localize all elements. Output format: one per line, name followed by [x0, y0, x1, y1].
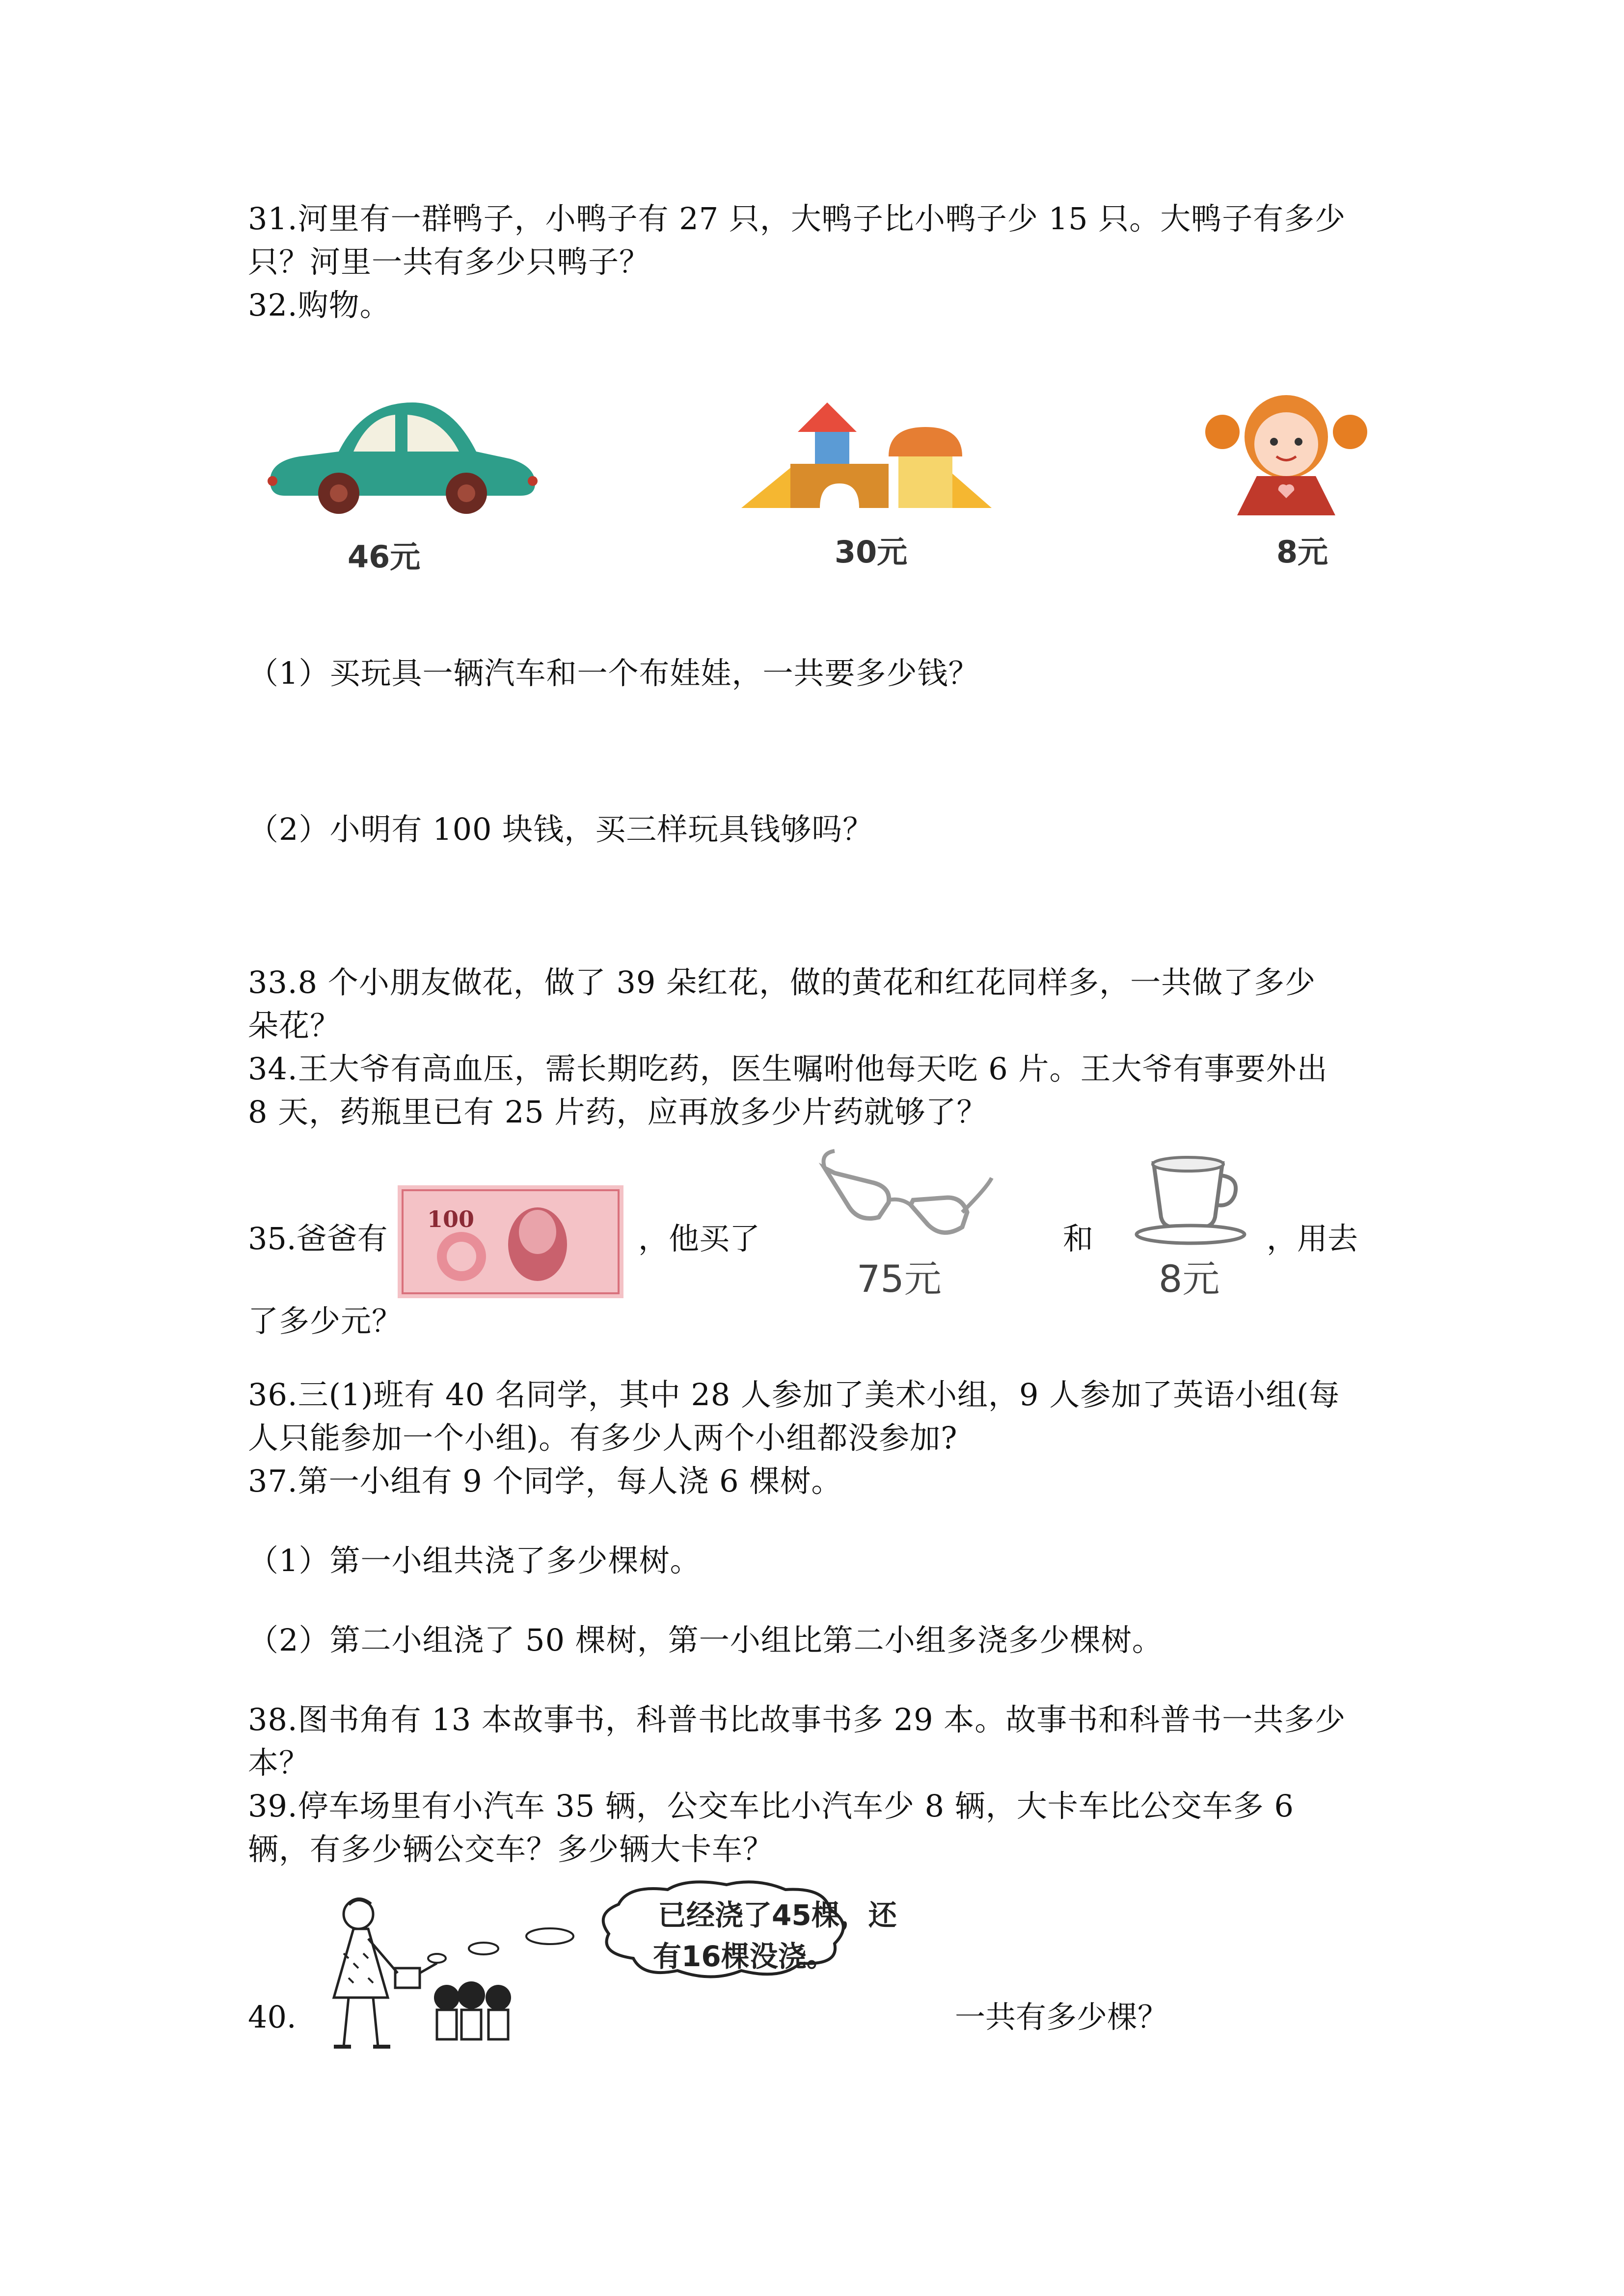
doll-image: [1203, 393, 1370, 515]
cup-price: 8元: [1159, 1257, 1220, 1301]
building-blocks-image: [741, 400, 997, 513]
q32-sub1: （1）买玩具一辆汽车和一个布娃娃，一共要多少钱？: [248, 655, 979, 691]
q36-line1: 36.三(1)班有 40 名同学，其中 28 人参加了美术小组，9 人参加了英语小组(每: [248, 1377, 1340, 1413]
bubble-line2: 有16棵没浇。: [653, 1940, 835, 1973]
q35-part2: ，他买了: [638, 1221, 760, 1256]
q33-line1: 33.8 个小朋友做花，做了 39 朵红花，做的黄花和红花同样多，一共做了多少: [248, 964, 1316, 1000]
blocks-price: 30元: [835, 534, 908, 570]
banknote-value: 100: [427, 1206, 475, 1232]
banknote-100-image: [398, 1185, 623, 1298]
q32-title: 32.购物。: [248, 287, 391, 323]
q35-part3: 和: [1063, 1221, 1094, 1256]
q33-line2: 朵花？: [248, 1008, 341, 1043]
q40-label: 40.: [248, 1999, 297, 2035]
q31-line2: 只？河里一共有多少只鸭子？: [248, 244, 650, 280]
q37-sub1: （1）第一小组共浇了多少棵树。: [248, 1543, 701, 1578]
q38-line2: 本？: [248, 1745, 310, 1781]
q31-line1: 31.河里有一群鸭子，小鸭子有 27 只，大鸭子比小鸭子少 15 只。大鸭子有多少: [248, 201, 1346, 237]
q35-part4: ，用去: [1267, 1221, 1358, 1256]
glasses-price: 75元: [857, 1257, 942, 1301]
q40-question: 一共有多少棵？: [955, 1999, 1168, 2035]
doll-price: 8元: [1276, 534, 1328, 570]
q35-line2: 了多少元？: [248, 1303, 403, 1339]
q34-line1: 34.王大爷有高血压，需长期吃药，医生嘱咐他每天吃 6 片。王大爷有事要外出: [248, 1051, 1328, 1087]
q37-title: 37.第一小组有 9 个同学，每人浇 6 棵树。: [248, 1463, 842, 1499]
bubble-line1: 已经浇了45棵，还: [658, 1898, 897, 1932]
q32-sub2: （2）小明有 100 块钱，买三样玩具钱够吗？: [248, 811, 874, 847]
toy-car-image: [265, 393, 540, 515]
q35-part1: 35.爸爸有: [248, 1221, 388, 1256]
q37-sub2: （2）第二小组浇了 50 棵树，第一小组比第二小组多浇多少棵树。: [248, 1622, 1163, 1658]
cup-image: [1134, 1148, 1247, 1247]
q34-line2: 8 天，药瓶里已有 25 片药，应再放多少片药就够了？: [248, 1094, 988, 1130]
glasses-image: [815, 1144, 1001, 1242]
q36-line2: 人只能参加一个小组)。有多少人两个小组都没参加?: [248, 1420, 958, 1456]
car-price: 46元: [348, 539, 421, 575]
q39-line2: 辆，有多少辆公交车？多少辆大卡车？: [248, 1831, 774, 1867]
q38-line1: 38.图书角有 13 本故事书，科普书比故事书多 29 本。故事书和科普书一共多少: [248, 1702, 1346, 1737]
q39-line1: 39.停车场里有小汽车 35 辆，公交车比小汽车少 8 辆，大卡车比公交车多 6: [248, 1788, 1294, 1824]
